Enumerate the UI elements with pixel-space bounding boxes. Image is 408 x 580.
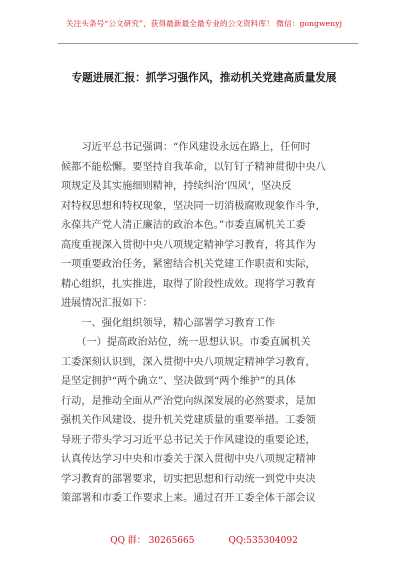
body-line: 认真传达学习中央和市委关于深入贯彻中央八项规定精神 (61, 454, 316, 465)
header-divider (58, 43, 358, 44)
body-line: 进展情况汇报如下： (61, 298, 153, 309)
body-line: 策部署和市委工作要求上来。通过召开工委全体干部会议 (61, 493, 316, 504)
document-body (61, 138, 351, 509)
document-title: 专题进展汇报：抓学习强作风，推动机关党建高质量发展 (71, 72, 337, 84)
body-line: 精心组织，扎实推进，取得了阶段性成效。现将学习教育 (61, 278, 316, 290)
body-line: 行动，是推动全面从严治党向纵深发展的必然要求，是加 (61, 395, 316, 407)
footer-qq-group: QQ 群： 30265665 (110, 536, 195, 546)
page-footer (0, 533, 408, 546)
section-heading: 一、强化组织领导，精心部署学习教育工作 (61, 317, 275, 329)
body-line: （一）提高政治站位，统一思想认识。市委直属机关 (61, 337, 311, 348)
body-line: 项规定及其实施细则精神，持续纠治‘四风’，坚决反 (61, 181, 292, 192)
body-line: 导班子带头学习习近平总书记关于作风建设的重要论述， (61, 434, 316, 446)
body-line: 是坚定拥护“两个确立”、坚决做到“两个维护”的具体 (61, 376, 296, 387)
page-header-banner: 关注头条号“公文研究”，获得最新最全最专业的公文资料库！ 微信：gongwenyj (65, 19, 343, 28)
footer-qq-number: QQ:535304092 (228, 536, 298, 546)
body-line: 永葆共产党人清正廉洁的政治本色。”市委直属机关工委 (61, 220, 306, 231)
body-line: 高度重视深入贯彻中央八项规定精神学习教育，将其作为 (61, 239, 316, 251)
body-line: 强机关作风建设、提升机关党建质量的重要举措。工委领 (61, 415, 316, 426)
body-line: 学习教育的部署要求，切实把思想和行动统一到党中央决 (61, 473, 316, 485)
body-line: 候都不能松懈。要坚持自我革命，以钉钉子精神贯彻中央八 (61, 161, 326, 173)
body-line: 对特权思想和特权现象，坚决同一切消极腐败现象作斗争， (61, 200, 326, 212)
body-line: 一项重要政治任务，紧密结合机关党建工作职责和实际， (61, 259, 316, 270)
body-line: 工委深刻认识到，深入贯彻中央八项规定精神学习教育， (61, 356, 316, 368)
body-line: 习近平总书记强调：“作风建设永远在路上，任何时 (61, 142, 311, 153)
